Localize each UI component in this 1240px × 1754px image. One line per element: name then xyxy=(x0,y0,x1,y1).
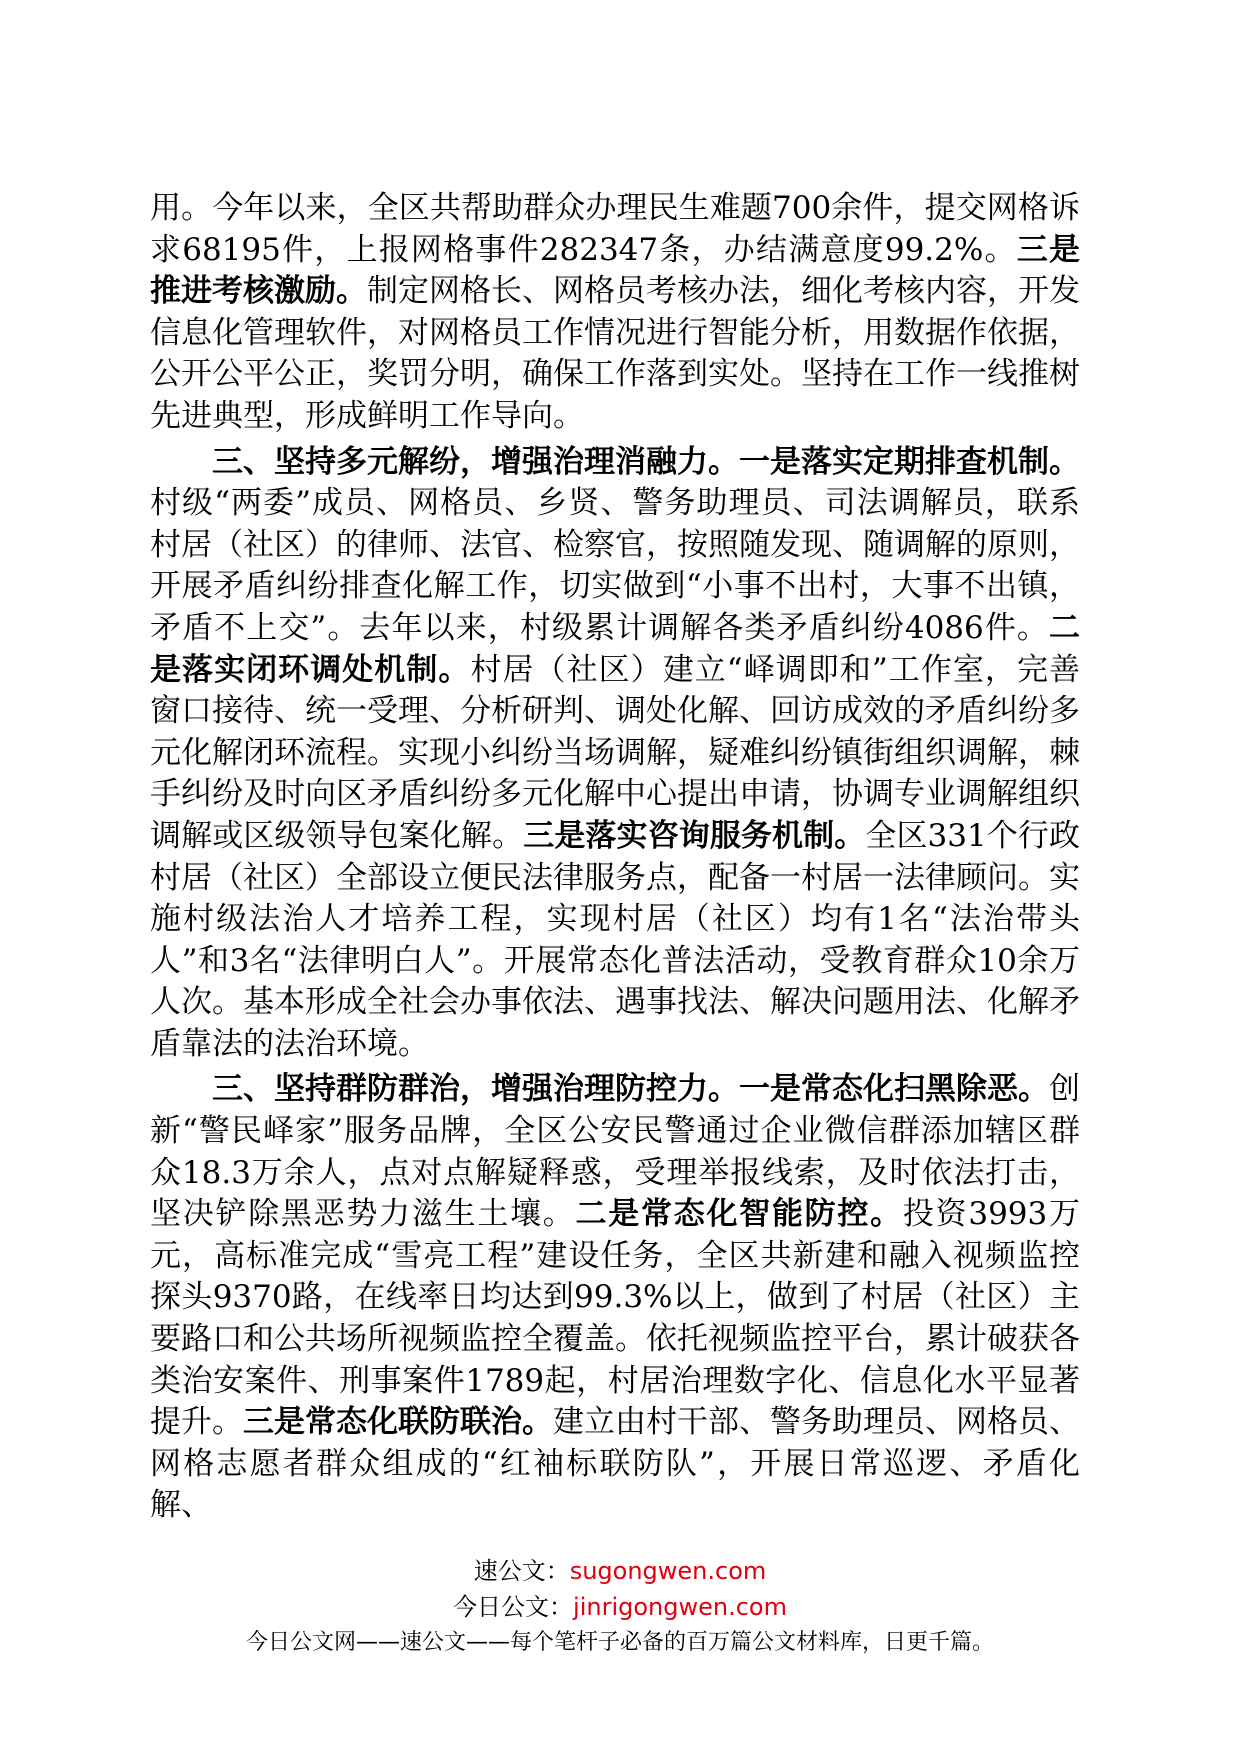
footer-tagline: 今日公文网——速公文——每个笔杆子必备的百万篇公文材料库，日更千篇。 xyxy=(245,1630,994,1655)
body-text-segment: 全区331个行政村居（社区）全部设立便民法律服务点，配备一村居一法律顾问。实施村级法治人才培养工程，实现村居（社区）均有1名“法治带头人”和3名“法律明白人”。开展常态化普法活动，受教育群众10余万人次。基本形成全社会办事依法、遇事找法、解决问题用法、化解矛盾靠法的法治环境。 xyxy=(150,817,1081,1062)
footer-jinrigongwen-line xyxy=(0,1589,1240,1625)
bold-heading-text: 三是落实咨询服务机制。 xyxy=(523,817,866,854)
footer-jinrigongwen-label: 今日公文： xyxy=(453,1593,574,1621)
bold-heading-text: 三、坚持群防群治，增强治理防控力。一是常态化扫黑除恶。 xyxy=(212,1071,1049,1108)
body-text-segment: 村居（社区）建立“峄调即和”工作室，完善窗口接待、统一受理、分析研判、调处化解、回访成效的矛盾纠纷多元化解闭环流程。实现小纠纷当场调解，疑难纠纷镇街组织调解，棘手纠纷及时向区矛盾纠纷多元化解中心提出申请，协调专业调解组织调解或区级领导包案化解。 xyxy=(150,651,1080,854)
paragraph xyxy=(150,442,1080,1066)
footer-sugongwen-label: 速公文： xyxy=(473,1557,570,1585)
body-text-segment: 用。今年以来，全区共帮助群众办理民生难题700余件，提交网格诉求68195件，上报网格事件282347条，办结满意度99.2%。 xyxy=(150,190,1080,268)
body-text-segment: 投资3993万元，高标准完成“雪亮工程”建设任务，全区共新建和融入视频监控探头9370路，在线率日均达到99.3%以上，做到了村居（社区）主要路口和公共场所视频监控全覆盖。依托视频监控平台，累计破获各类治安案件、刑事案件1789起，村居治理数字化、信息化水平显著提升。 xyxy=(150,1196,1080,1441)
bold-heading-text: 三、坚持多元解纷，增强治理消融力。一是落实定期排查机制。 xyxy=(212,443,1080,480)
bold-heading-text: 二是常态化智能防控。 xyxy=(575,1196,903,1233)
bold-heading-text: 二是落实闭环调处机制。 xyxy=(150,609,1080,688)
footer-sugongwen-line xyxy=(0,1553,1240,1589)
footer-sugongwen-link[interactable]: sugongwen.com xyxy=(569,1557,767,1585)
bold-heading-text: 三是推进考核激励。 xyxy=(150,231,1080,310)
paragraph xyxy=(150,1069,1080,1527)
body-text-segment: 创新“警民峄家”服务品牌，全区公安民警通过企业微信群添加辖区群众18.3万余人，点对点解疑释惑，受理举报线索，及时依法打击，坚决铲除黑恶势力滋生土壤。 xyxy=(150,1071,1080,1233)
document-body xyxy=(150,188,1080,1531)
body-text-segment: 建立由村干部、警务助理员、网格员、网格志愿者群众组成的“红袖标联防队”，开展日常巡逻、矛盾化解、 xyxy=(150,1404,1080,1524)
bold-heading-text: 三是常态化联防联治。 xyxy=(243,1404,553,1441)
footer-jinrigongwen-link[interactable]: jinrigongwen.com xyxy=(573,1593,787,1621)
body-text-segment: 制定网格长、网格员考核办法，细化考核内容，开发信息化管理软件，对网格员工作情况进行智能分析，用数据作依据，公开公平公正，奖罚分明，确保工作落到实处。坚持在工作一线推树先进典型，形成鲜明工作导向。 xyxy=(150,273,1080,434)
body-text-segment: 村级“两委”成员、网格员、乡贤、警务助理员、司法调解员，联系村居（社区）的律师、法官、检察官，按照随发现、随调解的原则，开展矛盾纠纷排查化解工作，切实做到“小事不出村，大事不出镇，矛盾不上交”。去年以来，村级累计调解各类矛盾纠纷4086件。 xyxy=(150,485,1080,646)
paragraph xyxy=(150,188,1080,438)
watermark-footer xyxy=(0,1553,1240,1661)
